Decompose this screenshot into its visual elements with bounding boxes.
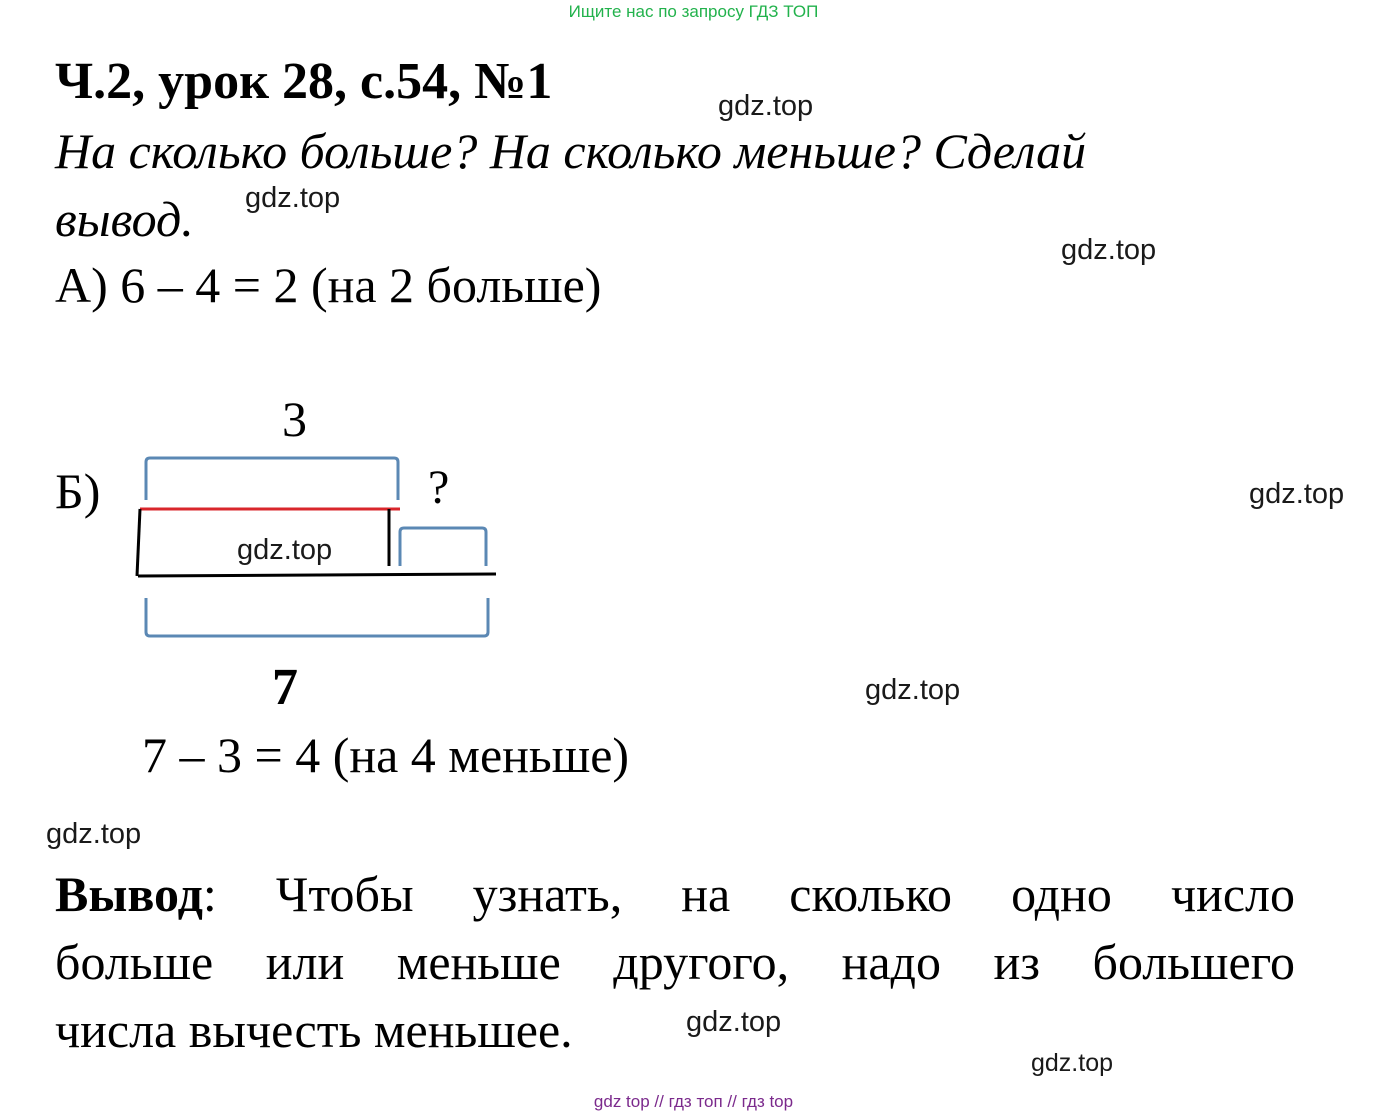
footer-credits: gdz top // гдз топ // гдз top — [593, 1092, 794, 1111]
watermark: gdz.top — [686, 1006, 782, 1038]
conclusion-block — [55, 860, 1295, 1064]
part-a-answer: А) 6 – 4 = 2 (на 2 больше) — [55, 257, 602, 313]
watermark: gdz.top — [718, 90, 814, 122]
watermark: gdz.top — [865, 674, 961, 706]
conclusion-line-1 — [55, 860, 1295, 928]
task-line-2: вывод. — [55, 191, 194, 247]
watermark: gdz.top — [237, 534, 333, 566]
conclusion-line-3: числа вычесть меньшее. — [55, 1002, 573, 1058]
conclusion-line-1-rest: : Чтобы узнать, на сколько одно число — [202, 866, 1295, 922]
watermark: gdz.top — [46, 818, 142, 850]
watermark: gdz.top — [245, 182, 341, 214]
segment-left-edge — [137, 509, 140, 576]
diagram-question-mark: ? — [428, 461, 450, 514]
difference-bracket — [400, 528, 486, 566]
diagram-baseline — [138, 574, 496, 576]
top-bracket — [146, 458, 398, 500]
diagram-top-value: 3 — [282, 391, 307, 447]
conclusion-line-2: больше или меньше другого, надо из большего — [55, 934, 1295, 990]
watermark: gdz.top — [1249, 478, 1345, 510]
watermark: gdz.top — [1061, 234, 1157, 266]
watermark: gdz.top — [1031, 1049, 1114, 1077]
task-line-1: На сколько больше? На сколько меньше? Сделай — [55, 123, 1087, 179]
page-title: Ч.2, урок 28, с.54, №1 — [55, 53, 553, 110]
part-b-equation: 7 – 3 = 4 (на 4 меньше) — [142, 727, 630, 783]
conclusion-keyword: Вывод — [55, 866, 203, 922]
diagram-bottom-value: 7 — [272, 659, 298, 716]
bottom-bracket — [146, 598, 488, 636]
part-b-label: Б) — [55, 463, 101, 519]
top-search-note: Ищите нас по запросу ГДЗ ТОП — [568, 2, 819, 21]
